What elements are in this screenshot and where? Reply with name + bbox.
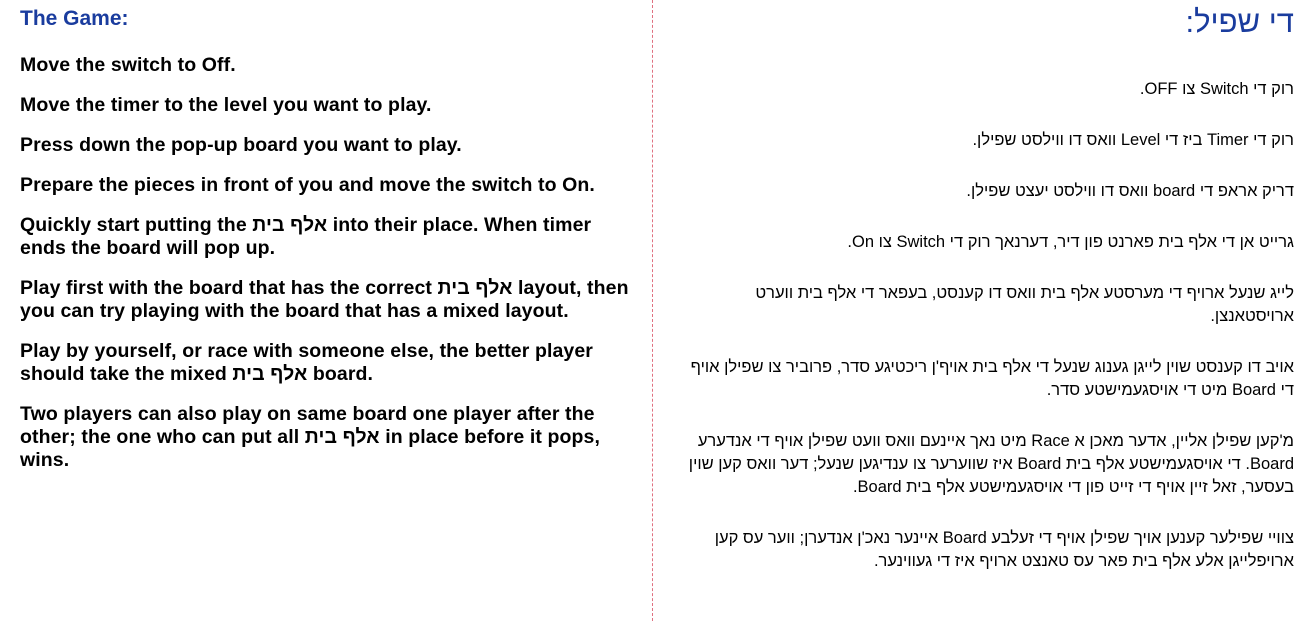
english-step-1: Move the switch to Off.	[20, 54, 236, 76]
yiddish-step-1: רוק די Switch צו OFF.	[1139, 80, 1294, 98]
yiddish-step-4: גרייט אן די אלף בית פארנט פון דיר, דערנאך רוק די Switch צו On.	[847, 233, 1294, 251]
yiddish-step-7: מ'קען שפילן אליין, אדער מאכן א Race מיט נאך איינעם וואס וועט שפילן אויף די אנדערע Board. די אויסגעמישטע אלף בית Board איז שווערער צו ענדיגען שנעל; דער וואס קען שוין בעסער, זאל זיין אויף די זייט פון די אויסגעמישטע אלף בית Board.	[688, 432, 1294, 496]
yiddish-instructions	[684, 2, 1294, 601]
english-title: The Game:	[20, 7, 129, 30]
english-step-3: Press down the pop-up board you want to play.	[20, 134, 462, 156]
yiddish-step-3: דריק אראפ די board וואס דו ווילסט יעצט שפילן.	[966, 182, 1294, 200]
english-step-5: Quickly start putting the אלף בית into their place. When timer ends the board will pop up.	[20, 214, 592, 259]
yiddish-step-5: לייג שנעל ארויף די מערסטע אלף בית וואס דו קענסט, בעפאר די אלף בית ווערט ארויסטאנצן.	[755, 284, 1294, 325]
yiddish-step-6: אויב דו קענסט שוין לייגן גענוג שנעל די אלף בית אויף'ן ריכטיגע סדר, פרוביר צו שפילן אויף די Board מיט די אויסגעמישטע סדר.	[690, 358, 1294, 399]
english-step-4: Prepare the pieces in front of you and move the switch to On.	[20, 174, 595, 196]
english-step-7: Play by yourself, or race with someone else, the better player should take the mixed אלף בית board.	[20, 340, 593, 385]
yiddish-title: די שפיל:	[1185, 4, 1294, 39]
english-step-2: Move the timer to the level you want to play.	[20, 94, 432, 116]
english-step-8: Two players can also play on same board one player after the other; the one who can put all אלף בית in place before it pops, wins.	[20, 403, 600, 471]
english-step-6: Play first with the board that has the correct אלף בית layout, then you can try playing with the board that has a mixed layout.	[20, 277, 629, 322]
yiddish-step-2: רוק די Timer ביז די Level וואס דו ווילסט שפילן.	[972, 131, 1294, 149]
english-instructions	[20, 6, 640, 489]
yiddish-step-8: צוויי שפילער קענען אויך שפילן אויף די זעלבע Board איינער נאכ'ן אנדערן; ווער עס קען ארויפלייגן אלע אלף בית פאר עס טאנצט ארויף איז די געווינער.	[714, 529, 1294, 570]
dashed-divider	[652, 0, 653, 621]
